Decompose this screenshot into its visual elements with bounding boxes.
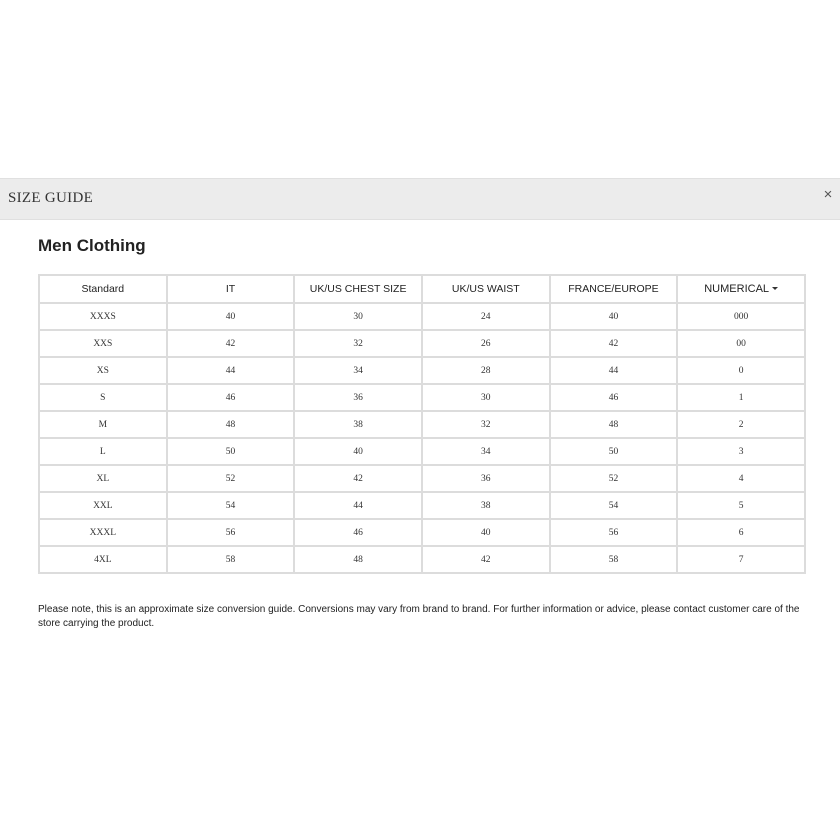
cell-it: 46 (167, 384, 295, 411)
cell-standard: 4XL (39, 546, 167, 573)
cell-standard: XL (39, 465, 167, 492)
cell-waist: 34 (422, 438, 550, 465)
cell-waist: 40 (422, 519, 550, 546)
cell-chest: 40 (294, 438, 422, 465)
numerical-dropdown-label: NUMERICAL (704, 283, 770, 295)
cell-it: 40 (167, 303, 295, 330)
table-row (39, 465, 805, 492)
cell-europe: 40 (550, 303, 678, 330)
cell-it: 52 (167, 465, 295, 492)
cell-it: 42 (167, 330, 295, 357)
cell-europe: 42 (550, 330, 678, 357)
disclaimer-note: Please note, this is an approximate size conversion guide. Conversions may vary from brand to brand. For further information or advice, please contact customer care of the store carrying the product. (38, 604, 800, 629)
cell-standard: S (39, 384, 167, 411)
cell-numerical: 1 (677, 384, 805, 411)
cell-numerical: 0 (677, 357, 805, 384)
cell-chest: 36 (294, 384, 422, 411)
table-row (39, 492, 805, 519)
cell-waist: 32 (422, 411, 550, 438)
column-header-europe: FRANCE/EUROPE (550, 275, 678, 303)
cell-waist: 28 (422, 357, 550, 384)
cell-numerical: 7 (677, 546, 805, 573)
cell-europe: 56 (550, 519, 678, 546)
cell-it: 54 (167, 492, 295, 519)
cell-chest: 44 (294, 492, 422, 519)
table-header-row (39, 275, 805, 303)
cell-standard: L (39, 438, 167, 465)
cell-standard: XS (39, 357, 167, 384)
cell-waist: 38 (422, 492, 550, 519)
size-table (38, 274, 806, 574)
caret-down-icon (772, 287, 778, 290)
cell-it: 44 (167, 357, 295, 384)
cell-numerical: 5 (677, 492, 805, 519)
modal-header (0, 178, 840, 220)
cell-numerical: 4 (677, 465, 805, 492)
cell-waist: 30 (422, 384, 550, 411)
cell-europe: 50 (550, 438, 678, 465)
table-row (39, 546, 805, 573)
cell-standard: M (39, 411, 167, 438)
cell-europe: 58 (550, 546, 678, 573)
column-header-standard: Standard (39, 275, 167, 303)
cell-europe: 54 (550, 492, 678, 519)
cell-standard: XXXL (39, 519, 167, 546)
cell-waist: 42 (422, 546, 550, 573)
table-row (39, 357, 805, 384)
cell-chest: 32 (294, 330, 422, 357)
cell-europe: 48 (550, 411, 678, 438)
cell-it: 56 (167, 519, 295, 546)
numerical-dropdown[interactable] (677, 275, 805, 303)
cell-europe: 44 (550, 357, 678, 384)
cell-numerical: 3 (677, 438, 805, 465)
cell-chest: 42 (294, 465, 422, 492)
table-row (39, 519, 805, 546)
close-icon[interactable]: × (823, 186, 833, 203)
table-row (39, 411, 805, 438)
cell-standard: XXL (39, 492, 167, 519)
table-row (39, 330, 805, 357)
cell-chest: 38 (294, 411, 422, 438)
cell-europe: 46 (550, 384, 678, 411)
cell-numerical: 000 (677, 303, 805, 330)
cell-numerical: 00 (677, 330, 805, 357)
cell-waist: 24 (422, 303, 550, 330)
table-row (39, 438, 805, 465)
cell-it: 58 (167, 546, 295, 573)
cell-standard: XXXS (39, 303, 167, 330)
section-title: Men Clothing (38, 236, 146, 255)
cell-chest: 48 (294, 546, 422, 573)
cell-waist: 26 (422, 330, 550, 357)
cell-europe: 52 (550, 465, 678, 492)
column-header-chest: UK/US CHEST SIZE (294, 275, 422, 303)
column-header-it: IT (167, 275, 295, 303)
cell-standard: XXS (39, 330, 167, 357)
cell-chest: 34 (294, 357, 422, 384)
cell-waist: 36 (422, 465, 550, 492)
table-row (39, 384, 805, 411)
modal-title: SIZE GUIDE (8, 190, 94, 206)
cell-numerical: 2 (677, 411, 805, 438)
cell-chest: 46 (294, 519, 422, 546)
cell-chest: 30 (294, 303, 422, 330)
column-header-waist: UK/US WAIST (422, 275, 550, 303)
table-row (39, 303, 805, 330)
cell-it: 50 (167, 438, 295, 465)
cell-numerical: 6 (677, 519, 805, 546)
cell-it: 48 (167, 411, 295, 438)
